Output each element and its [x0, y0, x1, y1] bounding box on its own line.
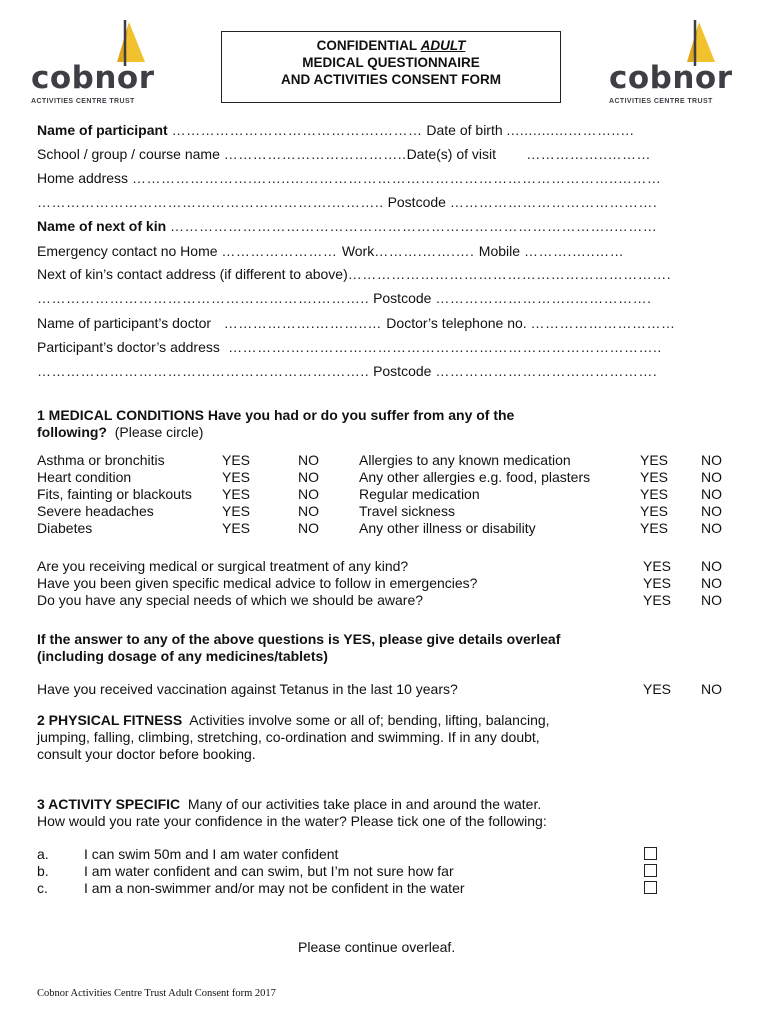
medical-heading: 1 MEDICAL CONDITIONS Have you had or do you suffer from any of the: [37, 407, 515, 423]
doctor-field[interactable]: ……………….………..…: [214, 315, 387, 331]
activity-text1: Many of our activities take place in and around the water.: [187, 796, 542, 812]
postcode-label: Postcode: [373, 363, 432, 379]
option-a-letter: a.: [37, 846, 49, 862]
medical-note-line1: If the answer to any of the above questions is YES, please give details overleaf: [37, 631, 561, 647]
questions-yes: [643, 558, 671, 609]
dob-field[interactable]: ..............………..…: [506, 122, 635, 138]
fitness-text2: jumping, falling, climbing, stretching, co-ordination and swimming. If in any doubt,: [37, 729, 540, 745]
conditions-right-list: [359, 452, 590, 537]
medical-heading-following: following?: [37, 424, 107, 440]
title-adult: ADULT: [420, 38, 466, 53]
continue-overleaf: Please continue overleaf.: [298, 939, 456, 955]
condition-diabetes: Diabetes: [37, 520, 93, 536]
no-option[interactable]: NO: [701, 520, 722, 536]
no-option[interactable]: NO: [298, 520, 319, 536]
school-row: [37, 146, 730, 162]
tetanus-yes[interactable]: YES: [643, 681, 672, 697]
title-line2: MEDICAL QUESTIONNAIRE: [302, 55, 480, 70]
name-label: Name of participant: [37, 122, 168, 138]
medical-heading-note: (Please circle): [114, 424, 204, 440]
tetanus-no[interactable]: NO: [701, 681, 722, 697]
yes-option[interactable]: YES: [643, 558, 672, 574]
activity-line1: [37, 796, 541, 812]
doctor-row: [37, 315, 730, 331]
no-option[interactable]: NO: [701, 486, 722, 502]
medical-heading-line2: [37, 424, 203, 440]
logo-tagline: ACTIVITIES CENTRE TRUST: [31, 98, 135, 105]
fitness-text1: Activities involve some or all of; bending, lifting, balancing,: [189, 712, 550, 728]
no-option[interactable]: NO: [701, 592, 722, 608]
conditions-left-list: [37, 452, 192, 537]
dob-label: Date of birth: [426, 122, 503, 138]
doctor-postcode-field[interactable]: ……………………………………….: [435, 363, 658, 379]
question-treatment: Are you receiving medical or surgical treatment of any kind?: [37, 558, 409, 574]
nok-row: [37, 218, 730, 234]
question-advice: Have you been given specific medical advice to follow in emergencies?: [37, 575, 478, 591]
option-a-text: I can swim 50m and I am water confident: [84, 846, 339, 862]
home-postcode-field[interactable]: …………………………………….: [449, 194, 658, 210]
no-option[interactable]: NO: [298, 486, 319, 502]
yes-option[interactable]: YES: [222, 469, 251, 485]
home-postcode-row: [37, 194, 730, 210]
option-a-checkbox[interactable]: [644, 847, 657, 860]
option-b-checkbox[interactable]: [644, 864, 657, 877]
nok-postcode-field[interactable]: ………………………..…………….: [435, 290, 652, 306]
visit-field[interactable]: ……………..………: [499, 146, 652, 162]
yes-option[interactable]: YES: [643, 575, 672, 591]
doctor-tel-field[interactable]: …………………………: [530, 315, 676, 331]
yes-option[interactable]: YES: [222, 486, 251, 502]
conditions-right-no: [701, 452, 722, 537]
medical-questions: [37, 558, 477, 609]
yes-option[interactable]: YES: [640, 486, 669, 502]
home-row: [37, 170, 730, 186]
condition-heart: Heart condition: [37, 469, 132, 485]
no-option[interactable]: NO: [701, 452, 722, 468]
condition-regular-medication: Regular medication: [359, 486, 480, 502]
title-line3: AND ACTIVITIES CONSENT FORM: [280, 72, 501, 87]
fitness-text3: consult your doctor before booking.: [37, 746, 256, 762]
name-field[interactable]: …………………………………….………: [171, 122, 423, 138]
no-option[interactable]: NO: [701, 503, 722, 519]
condition-other-illness: Any other illness or disability: [359, 520, 536, 536]
yes-option[interactable]: YES: [640, 520, 669, 536]
nok-address-row: [37, 266, 730, 282]
doctor-address-line2[interactable]: …………………………………………………….……..: [37, 363, 370, 379]
yes-option[interactable]: YES: [222, 503, 251, 519]
mobile-label: Mobile: [478, 243, 521, 259]
yes-option[interactable]: YES: [640, 452, 669, 468]
visit-label: Date(s) of visit: [406, 146, 497, 162]
home-label: Home address: [37, 170, 129, 186]
emergency-label: Emergency contact no Home: [37, 243, 218, 259]
tetanus-question: Have you received vaccination against Tetanus in the last 10 years?: [37, 681, 458, 697]
condition-other-allergies: Any other allergies e.g. food, plasters: [359, 469, 591, 485]
doctor-postcode-row: [37, 363, 730, 379]
work-label: Work: [341, 243, 375, 259]
option-b-text: I am water confident and can swim, but I’m not sure how far: [84, 863, 454, 879]
logo-word: cobnor: [31, 60, 155, 96]
title-confidential: CONFIDENTIAL: [316, 38, 421, 53]
no-option[interactable]: NO: [701, 575, 722, 591]
fitness-heading: 2 PHYSICAL FITNESS: [37, 712, 183, 728]
no-option[interactable]: NO: [701, 469, 722, 485]
condition-headaches: Severe headaches: [37, 503, 154, 519]
logo-left: [31, 18, 155, 108]
option-c-letter: c.: [37, 880, 48, 896]
mobile-field[interactable]: ……….…..……: [523, 243, 625, 259]
condition-allergies-medication: Allergies to any known medication: [359, 452, 571, 468]
yes-option[interactable]: YES: [640, 503, 669, 519]
postcode-label: Postcode: [387, 194, 446, 210]
footer: Cobnor Activities Centre Trust Adult Consent form 2017: [37, 988, 276, 999]
yes-option[interactable]: YES: [643, 592, 672, 608]
questions-no: [701, 558, 722, 609]
condition-travel-sickness: Travel sickness: [359, 503, 455, 519]
doctor-label: Name of participant’s doctor: [37, 315, 212, 331]
emergency-home-field[interactable]: ……………………: [221, 243, 342, 259]
yes-option[interactable]: YES: [222, 520, 251, 536]
no-option[interactable]: NO: [701, 558, 722, 574]
doctor-address-label: Participant’s doctor’s address: [37, 339, 220, 355]
form-title: [221, 31, 561, 103]
school-field[interactable]: ………………………………..: [223, 146, 407, 162]
nok-address-field[interactable]: ………………………………………………………….: [347, 266, 672, 282]
school-label: School / group / course name: [37, 146, 220, 162]
doctor-tel-label: Doctor’s telephone no.: [386, 315, 527, 331]
no-option[interactable]: NO: [298, 452, 319, 468]
logo-tagline: ACTIVITIES CENTRE TRUST: [609, 98, 713, 105]
medical-note-line2: (including dosage of any medicines/tablets): [37, 648, 328, 664]
condition-asthma: Asthma or bronchitis: [37, 452, 165, 468]
nok-address-line2[interactable]: ………………………………………………….………..: [37, 290, 370, 306]
postcode-label: Postcode: [373, 290, 432, 306]
conditions-left-no: [298, 452, 319, 537]
nok-postcode-row: [37, 290, 730, 306]
no-option[interactable]: NO: [298, 469, 319, 485]
conditions-right-yes: [640, 452, 668, 537]
name-row: [37, 122, 730, 138]
logo-word: cobnor: [609, 60, 733, 96]
condition-fits: Fits, fainting or blackouts: [37, 486, 192, 502]
home-field[interactable]: …………………….……..…………………………………………………………..………: [131, 170, 662, 186]
option-b-letter: b.: [37, 863, 49, 879]
option-c-checkbox[interactable]: [644, 881, 657, 894]
emergency-row: [37, 243, 730, 259]
home-address-line2[interactable]: …………………………………………………….………..: [37, 194, 384, 210]
nok-label: Name of next of kin: [37, 218, 167, 234]
logo-right: [609, 18, 733, 108]
activity-text2: How would you rate your confidence in the water? Please tick one of the following:: [37, 813, 547, 829]
yes-option[interactable]: YES: [222, 452, 251, 468]
nok-field[interactable]: ………………………………………………………………………………..………: [170, 218, 658, 234]
question-special-needs: Do you have any special needs of which we should be aware?: [37, 592, 424, 608]
fitness-line1: [37, 712, 550, 728]
yes-option[interactable]: YES: [640, 469, 669, 485]
doctor-address-row: [37, 339, 730, 355]
nok-address-label: Next of kin’s contact address (if different to above): [37, 266, 348, 282]
no-option[interactable]: NO: [298, 503, 319, 519]
work-field[interactable]: ……….…….….: [374, 243, 479, 259]
conditions-left-yes: [222, 452, 250, 537]
option-c-text: I am a non-swimmer and/or may not be confident in the water: [84, 880, 465, 896]
doctor-address-field[interactable]: ………….…………………………………………………………………..: [223, 339, 662, 355]
activity-heading: 3 ACTIVITY SPECIFIC: [37, 796, 181, 812]
